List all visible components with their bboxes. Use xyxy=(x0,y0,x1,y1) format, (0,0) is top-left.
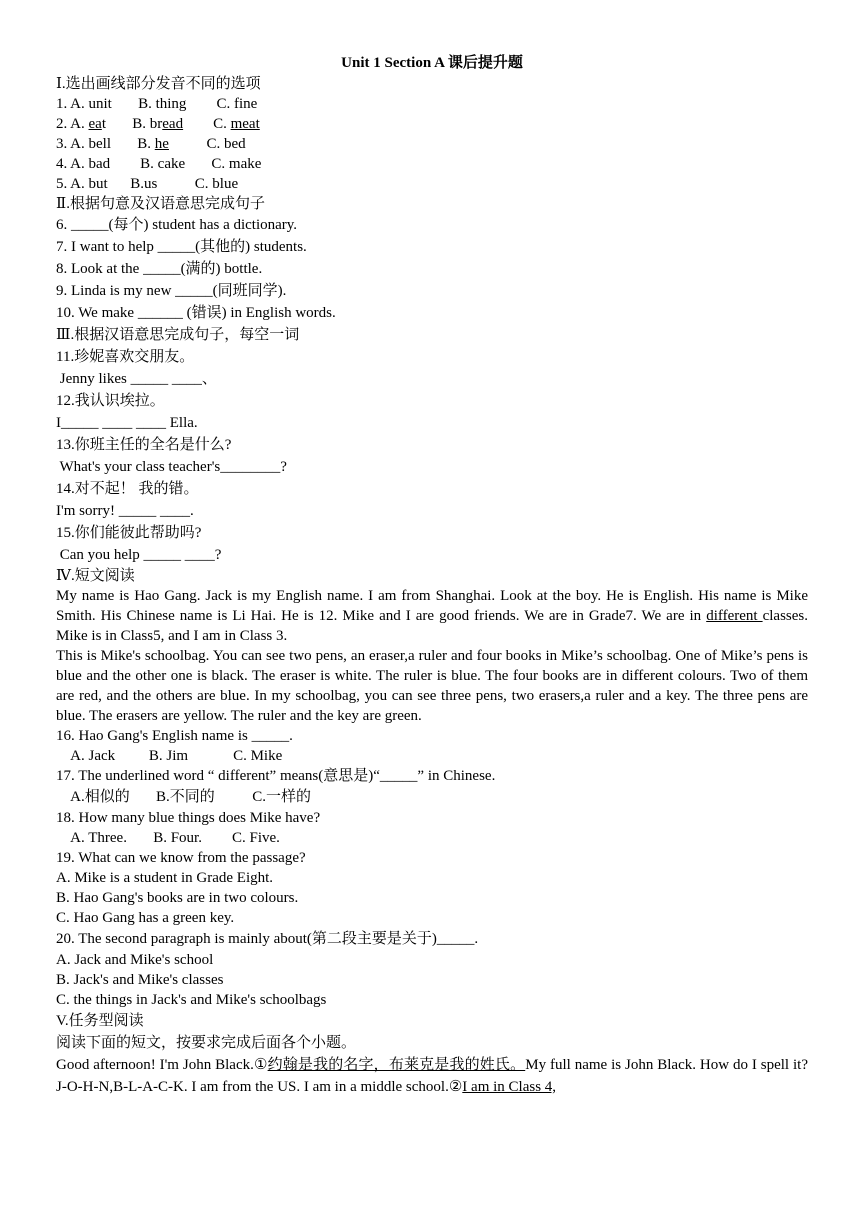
section-5-instructions: 阅读下面的短文，按要求完成后面各个小题。 xyxy=(56,1035,357,1051)
question-20-option-a: A. Jack and Mike's school xyxy=(56,952,214,968)
question-12-answer: I_____ ____ ____ Ella. xyxy=(56,415,198,431)
question-14-prompt: 14.对不起！ 我的错。 xyxy=(56,481,199,497)
question-20-option-b: B. Jack's and Mike's classes xyxy=(56,972,224,988)
question-4: 4. A. bad B. cake C. make xyxy=(56,156,262,172)
question-6: 6. _____(每个) student has a dictionary. xyxy=(56,217,298,233)
question-18: 18. How many blue things does Mike have? xyxy=(56,810,321,826)
question-17: 17. The underlined word “ different” means(意思是)“_____” in Chinese. xyxy=(56,768,496,784)
underlined-word-different: different xyxy=(706,608,763,624)
question-11-prompt: 11.珍妮喜欢交朋友。 xyxy=(56,349,195,365)
section-2-heading: Ⅱ.根据句意及汉语意思完成句子 xyxy=(56,196,265,212)
question-13-prompt: 13.你班主任的全名是什么? xyxy=(56,437,232,453)
question-13-answer: What's your class teacher's________? xyxy=(56,459,287,475)
question-1: 1. A. unit B. thing C. fine xyxy=(56,96,258,112)
question-14-answer: I'm sorry! _____ ____. xyxy=(56,503,194,519)
underlined-sentence-1: 约翰是我的名字，布莱克是我的姓氏。 xyxy=(267,1057,526,1073)
reading-paragraph-2: This is Mike's schoolbag. You can see two pens, an eraser,a ruler and four books in Mike’s schoolbag. One of Mike’s pens is blue and the other one is black. The eraser is white. The ruler is blue. The four books are in different colours. Two of them are red, and the others are blue. In my schoolbag, you can see three pens, two erasers,a ruler and a key. The three pens are blue. The erasers are yellow. The ruler and the key are green. xyxy=(56,648,808,724)
question-10: 10. We make ______ (错误) in English words. xyxy=(56,305,336,321)
question-8: 8. Look at the _____(满的) bottle. xyxy=(56,261,263,277)
question-20-option-c: C. the things in Jack's and Mike's schoolbags xyxy=(56,992,327,1008)
question-20: 20. The second paragraph is mainly about(第二段主要是关于)_____. xyxy=(56,931,479,947)
question-9: 9. Linda is my new _____(同班同学). xyxy=(56,283,287,299)
question-18-options: A. Three. B. Four. C. Five. xyxy=(56,830,280,846)
question-12-prompt: 12.我认识埃拉。 xyxy=(56,393,165,409)
question-19: 19. What can we know from the passage? xyxy=(56,850,306,866)
question-3: 3. A. bell B. he C. bed xyxy=(56,136,246,152)
question-15-prompt: 15.你们能彼此帮助吗? xyxy=(56,525,202,541)
question-16-options: A. Jack B. Jim C. Mike xyxy=(56,748,283,764)
question-15-answer: Can you help _____ ____? xyxy=(56,547,222,563)
task-reading-paragraph: Good afternoon! I'm John Black.①约翰是我的名字，布莱克是我的姓氏。My full name is John Black. How do I spell it? J-O-H-N,B-L-A-C-K. I am from the US. I am in a middle school.②I am in Class 4, xyxy=(56,1057,808,1095)
question-11-answer: Jenny likes _____ ____、 xyxy=(56,371,217,387)
question-19-option-b: B. Hao Gang's books are in two colours. xyxy=(56,890,299,906)
section-1-heading: Ⅰ.选出画线部分发音不同的选项 xyxy=(56,76,261,92)
question-16: 16. Hao Gang's English name is _____. xyxy=(56,728,293,744)
section-3-heading: Ⅲ.根据汉语意思完成句子，每空一词 xyxy=(56,327,300,343)
page-title: Unit 1 Section A 课后提升题 xyxy=(341,55,523,71)
reading-paragraph-1: My name is Hao Gang. Jack is my English name. I am from Shanghai. Look at the boy. He is English. His name is Mike Smith. His Chinese name is Li Hai. He is 12. Mike and I are good friends. We are in Grade7. We are in different classes. Mike is in Class5, and I am in Class 3. xyxy=(56,588,808,644)
underlined-sentence-2: I am in Class 4, xyxy=(462,1079,557,1095)
section-5-heading: V.任务型阅读 xyxy=(56,1013,144,1029)
question-19-option-c: C. Hao Gang has a green key. xyxy=(56,910,235,926)
section-4-heading: Ⅳ.短文阅读 xyxy=(56,568,135,584)
question-5: 5. A. but B.us C. blue xyxy=(56,176,239,192)
question-17-options: A.相似的 B.不同的 C.一样的 xyxy=(56,789,312,805)
question-19-option-a: A. Mike is a student in Grade Eight. xyxy=(56,870,274,886)
question-7: 7. I want to help _____(其他的) students. xyxy=(56,239,307,255)
question-2: 2. A. eat B. bread C. meat xyxy=(56,116,260,132)
worksheet-page xyxy=(56,52,808,1098)
